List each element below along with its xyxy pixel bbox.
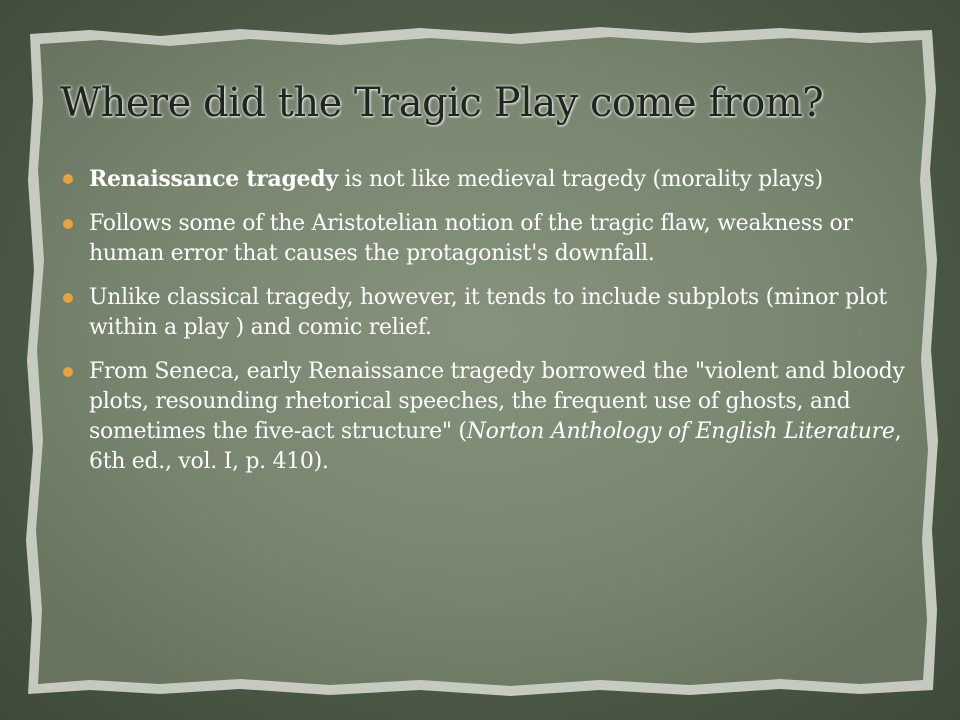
bullet-text: Follows some of the Aristotelian notion of the tragic flaw, weakness or human error that causes the protagonist's downfall. — [89, 211, 853, 266]
bullet-item — [60, 164, 910, 195]
bullet-text-after: , 6th ed., vol. I, p. 410). — [89, 419, 902, 474]
bullet-item — [60, 357, 910, 477]
bullet-text: Unlike classical tragedy, however, it tends to include subplots (minor plot within a play ) and comic relief. — [89, 285, 887, 340]
bullet-marker — [63, 367, 73, 377]
bullet-item — [60, 209, 910, 269]
bullet-bold-text: Renaissance tragedy — [89, 166, 338, 192]
slide-title: Where did the Tragic Play come from? — [60, 80, 824, 126]
bullet-marker — [63, 219, 73, 229]
bullet-marker — [63, 293, 73, 303]
bullet-text: is not like medieval tragedy (morality plays) — [337, 167, 823, 192]
book-title: Norton Anthology of English Literature — [466, 419, 895, 444]
bullet-marker — [63, 174, 73, 184]
bullet-list — [60, 164, 910, 491]
bullet-text-before: From Seneca, early Renaissance tragedy borrowed the "violent and bloody plots, resounding rhetorical speeches, the frequent use of ghosts, and sometimes the five-act structure" ( — [89, 359, 905, 444]
bullet-item — [60, 283, 910, 343]
